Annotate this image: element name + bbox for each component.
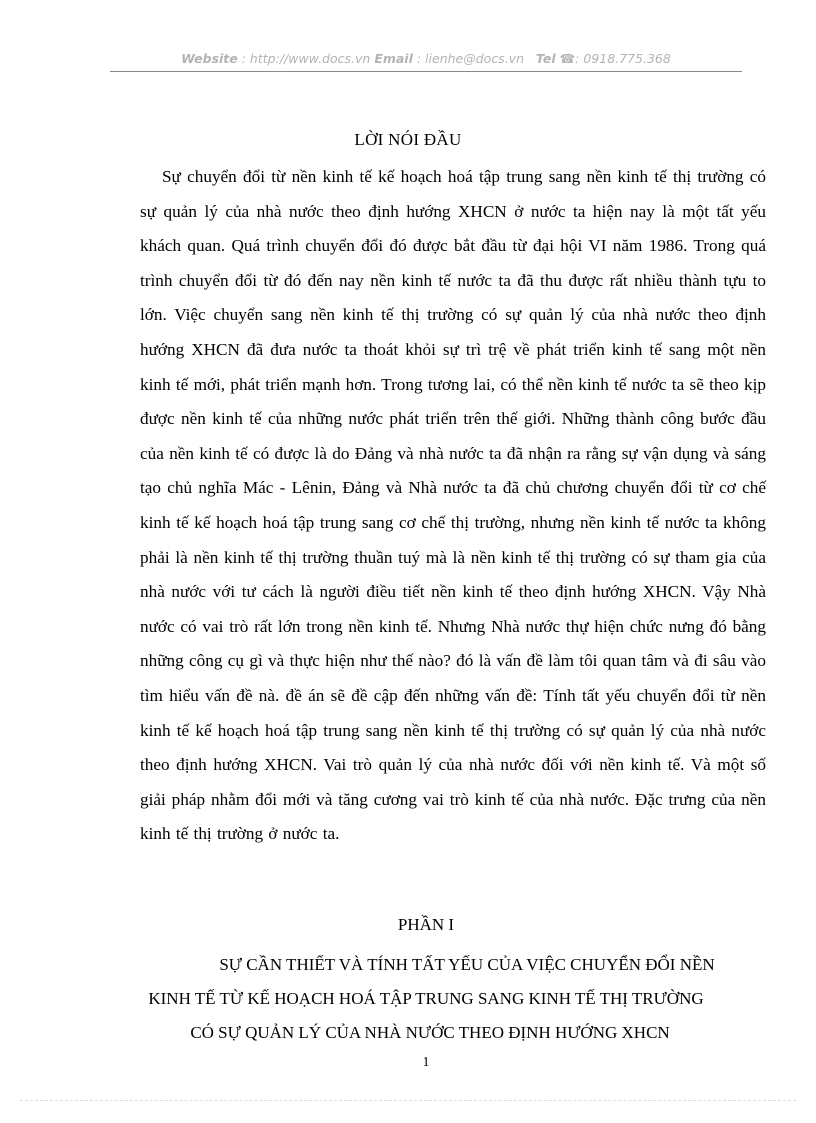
page-number: 1 [422, 1055, 430, 1070]
section-label: PHẦN I [397, 915, 455, 934]
section-title-line: SỰ CẦN THIẾT VÀ TÍNH TẤT YẾU CỦA VIỆC CHUYỂN ĐỔI NỀN [219, 955, 715, 974]
website-label: Website [181, 51, 238, 66]
section-title-line: CÓ SỰ QUẢN LÝ CỦA NHÀ NƯỚC THEO ĐỊNH HƯỚNG XHCN [190, 1023, 670, 1042]
document-title: LỜI NÓI ĐẦU [354, 130, 462, 149]
tel-value: : 0918.775.368 [575, 51, 671, 66]
body-text [140, 160, 766, 852]
footer-divider [20, 1100, 796, 1101]
header-divider [110, 71, 742, 72]
body-paragraph: Sự chuyển đổi từ nền kinh tế kế hoạch hoá tập trung sang nền kinh tế thị trường có sự quản lý của nhà nước theo định hướng XHCN ở nước ta hiện nay là một tất yếu khách quan. Quá trình chuyển đổi đó được bắt đầu từ đại hội VI năm 1986. Trong quá trình chuyển đổi từ đó đến nay nền kinh tế nước ta đã thu được rất nhiều thành tựu to lớn. Việc chuyển sang nền kinh tế thị trường có sự quản lý của nhà nước theo định hướng XHCN đã đưa nước ta thoát khỏi sự trì trệ về phát triển kinh tế sang một nền kinh tế mới, phát triển mạnh hơn. Trong tương lai, có thể nền kinh tế nước ta sẽ theo kịp được nền kinh tế của những nước phát triển trên thế giới. Những thành công bước đầu của nền kinh tế có được là do Đảng và nhà nước ta đã nhận ra rằng sự vận dụng và sáng tạo chủ nghĩa Mác - Lênin, Đảng và Nhà nước ta đã chủ chương chuyển đổi từ cơ chế kinh tế kế hoạch hoá tập trung sang cơ chế thị trường, nhưng nền kinh tế nước ta không phải là nền kinh tế thị trường thuần tuý mà là nền kinh tế thị trường có sự tham gia của nhà nước với tư cách là người điều tiết nền kinh tế theo định hướng XHCN. Vậy Nhà nước có vai trò rất lớn trong nền kinh tế. Nhưng Nhà nước thự hiện chức nưng đó bằng những công cụ gì và thực hiện như thế nào? đó là vấn đề làm tôi quan tâm và đi sâu vào tìm hiểu vấn đề nà. đề án sẽ đề cập đến những vấn đề: Tính tất yếu chuyển đổi từ nền kinh tế kế hoạch hoá tập trung sang nền kinh tế thị trường có sự quản lý của nhà nước theo định hướng XHCN. Vai trò quản lý của nhà nước đối với nền kinh tế. Và một số giải pháp nhằm đổi mới và tăng cương vai trò kinh tế của nhà nước. Đặc trưng của nền kinh tế thị trường ở nước ta. [140, 167, 766, 844]
email-label: Email [374, 51, 413, 66]
section-title-line: KINH TẾ TỪ KẾ HOẠCH HOÁ TẬP TRUNG SANG KINH TẾ THỊ TRƯỜNG [148, 989, 704, 1008]
tel-label: Tel [535, 51, 556, 66]
telephone-icon: ☎ [559, 51, 576, 66]
page-header [110, 51, 742, 71]
website-value[interactable]: : http://www.docs.vn [241, 51, 371, 66]
email-value[interactable]: : lienhe@docs.vn [416, 51, 524, 66]
section-title [110, 948, 742, 1050]
